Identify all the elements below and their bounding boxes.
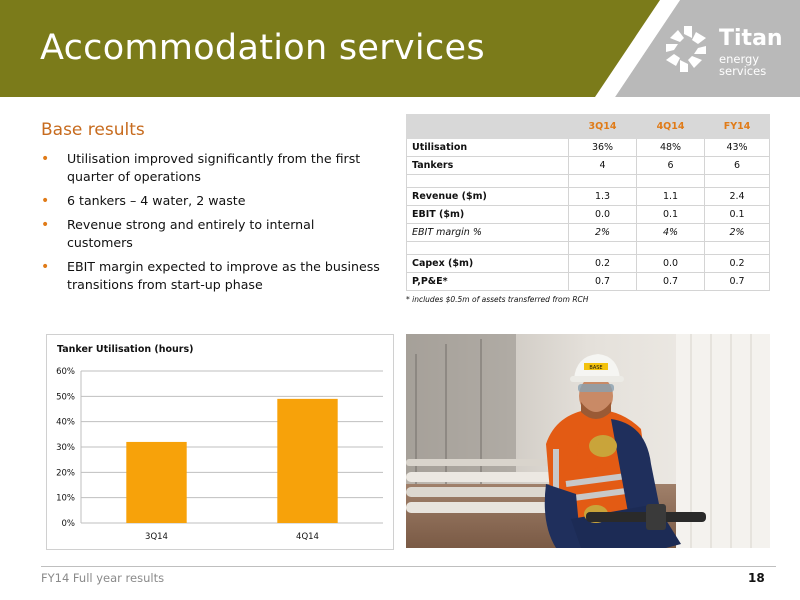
table-row-label: Tankers (407, 157, 569, 175)
table-row (407, 224, 770, 242)
table-row-label: Utilisation (407, 139, 569, 157)
table-row (407, 188, 770, 206)
table-cell (569, 242, 637, 255)
table-cell: 6 (637, 157, 705, 175)
table-cell: 0.7 (569, 273, 637, 291)
table-header-cell: 4Q14 (637, 115, 705, 139)
table-row-label: EBIT margin % (407, 224, 569, 242)
table-cell (637, 242, 705, 255)
logo-line2: services (719, 64, 767, 78)
table-cell: 4% (637, 224, 705, 242)
results-table-wrapper (406, 114, 770, 304)
table-cell (705, 175, 770, 188)
bullet-item: • Revenue strong and entirely to internal customers (41, 217, 315, 250)
table-cell: 0.7 (637, 273, 705, 291)
table-header-cell: 3Q14 (569, 115, 637, 139)
table-header-cell (407, 115, 569, 139)
table-cell: 6 (705, 157, 770, 175)
bullet-icon: • (41, 151, 50, 167)
logo-name: Titan (719, 26, 783, 51)
logo-subtitle (719, 53, 766, 77)
table-row-label (407, 175, 569, 188)
bar (277, 399, 337, 523)
worker-photo (406, 334, 770, 548)
chart-title: Tanker Utilisation (hours) (57, 344, 194, 355)
table-cell: 0.1 (705, 206, 770, 224)
table-header-cell: FY14 (705, 115, 770, 139)
y-tick-label: 10% (56, 493, 75, 504)
chart-plot (47, 335, 393, 549)
table-row (407, 273, 770, 291)
bullet-item: • Utilisation improved significantly from the first quarter of operations (41, 151, 361, 184)
titan-logo-icon (662, 24, 712, 74)
bullet-item: • 6 tankers – 4 water, 2 waste (41, 193, 246, 209)
table-cell: 4 (569, 157, 637, 175)
table-cell (637, 175, 705, 188)
utilisation-chart (46, 334, 394, 550)
table-row (407, 255, 770, 273)
bar (126, 442, 186, 523)
footer-text: FY14 Full year results (41, 571, 165, 585)
table-cell: 1.3 (569, 188, 637, 206)
table-cell (569, 175, 637, 188)
table-row (407, 157, 770, 175)
x-tick-label: 4Q14 (296, 532, 319, 542)
table-row-label: EBIT ($m) (407, 206, 569, 224)
table-cell: 48% (637, 139, 705, 157)
y-tick-label: 0% (61, 519, 75, 529)
y-tick-label: 50% (56, 392, 75, 403)
section-subtitle: Base results (41, 120, 145, 140)
bullet-item: • EBIT margin expected to improve as the business transitions from start-up phase (41, 259, 380, 292)
page-number: 18 (748, 571, 765, 585)
table-cell: 0.0 (569, 206, 637, 224)
company-logo (662, 22, 782, 82)
table-row-label: Revenue ($m) (407, 188, 569, 206)
table-cell: 0.7 (705, 273, 770, 291)
footer-divider (41, 566, 776, 567)
table-spacer-row (407, 175, 770, 188)
x-tick-label: 3Q14 (145, 532, 168, 542)
helmet-label: BASE (589, 365, 603, 371)
table-row-label: P,P&E* (407, 273, 569, 291)
table-cell: 43% (705, 139, 770, 157)
table-header-row (407, 115, 770, 139)
y-tick-label: 60% (56, 367, 75, 377)
header-banner (0, 0, 800, 97)
page-title: Accommodation services (40, 28, 485, 68)
table-cell: 1.1 (637, 188, 705, 206)
table-cell (705, 242, 770, 255)
results-table (406, 114, 770, 291)
table-row-label: Capex ($m) (407, 255, 569, 273)
table-row (407, 206, 770, 224)
table-body (407, 139, 770, 291)
table-spacer-row (407, 242, 770, 255)
y-tick-label: 30% (56, 443, 75, 453)
table-cell: 0.2 (705, 255, 770, 273)
table-cell: 2.4 (705, 188, 770, 206)
bullet-icon: • (41, 217, 50, 233)
table-cell: 0.0 (637, 255, 705, 273)
table-cell: 0.2 (569, 255, 637, 273)
bullet-list (41, 150, 381, 300)
bullet-icon: • (41, 259, 50, 275)
table-cell: 0.1 (637, 206, 705, 224)
table-row (407, 139, 770, 157)
table-footnote: * includes $0.5m of assets transferred from RCH (406, 295, 589, 304)
y-tick-label: 20% (56, 468, 75, 479)
bullet-icon: • (41, 193, 50, 209)
logo-line1: energy (719, 52, 760, 66)
worker-photo-image (406, 334, 770, 548)
table-row-label (407, 242, 569, 255)
table-cell: 2% (705, 224, 770, 242)
table-cell: 2% (569, 224, 637, 242)
y-tick-label: 40% (56, 417, 75, 428)
table-cell: 36% (569, 139, 637, 157)
